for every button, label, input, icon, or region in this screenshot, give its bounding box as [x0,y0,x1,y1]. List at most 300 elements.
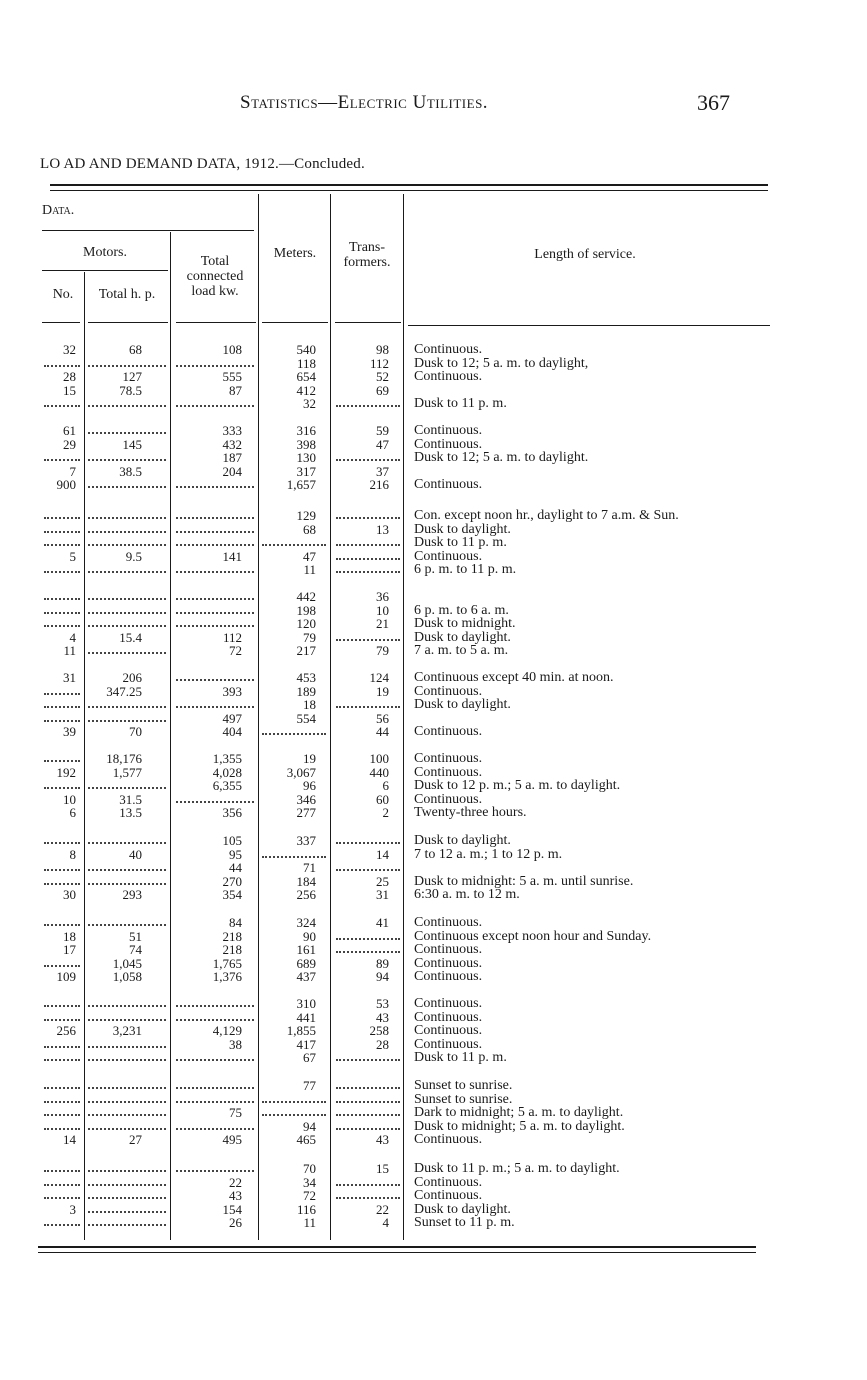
cell-service: Continuous. [414,764,483,780]
cell-load: 218 [222,942,242,957]
cell-service: Continuous. [414,791,483,807]
cell-service: Continuous. [414,683,483,699]
cell-service: Continuous. [414,369,483,384]
cell-service: Dusk to daylight. [414,697,511,712]
dot-leader [88,1059,166,1061]
cell-hp: 9.5 [125,548,142,564]
cell-meters: 18 [303,697,316,712]
cell-load: 38 [229,1036,242,1052]
cell-service: Continuous. [414,1188,483,1203]
cell-no: 10 [63,791,76,807]
header-motors: Motors. [83,245,127,260]
cell-no: 6 [69,805,76,820]
dot-leader [44,571,80,573]
dot-leader [176,625,254,627]
dot-leader [176,571,254,573]
cell-service: Continuous except noon hour and Sunday. [414,928,652,944]
cell-meters: 337 [296,833,316,848]
cell-hp: 1,577 [112,764,142,780]
cell-no: 14 [63,1132,76,1147]
cell-trans: 79 [376,643,389,658]
dot-leader [44,544,80,546]
cell-trans: 112 [369,355,389,371]
dot-leader [336,951,400,953]
cell-service: Dusk to 11 p. m. [414,396,507,411]
col-rule-1 [84,272,85,1240]
page-number: 367 [697,90,730,115]
cell-service: Continuous. [414,942,483,957]
dot-leader [44,1019,80,1021]
dot-leader [44,1128,80,1130]
cell-load: 1,376 [212,969,242,984]
cell-service: Con. except noon hr., daylight to 7 a.m. & Sun. [414,508,679,523]
cell-load: 4,028 [212,764,242,780]
dot-leader [88,405,166,407]
cell-no: 900 [56,477,76,492]
dot-leader [44,1184,80,1186]
dot-leader [176,1170,254,1172]
cell-meters: 96 [303,778,316,793]
cell-service: Continuous. [414,955,483,971]
cell-meters: 118 [296,355,316,371]
cell-hp: 13.5 [119,805,142,820]
cell-service: Dusk to 11 p. m. [414,1050,507,1065]
cell-trans: 56 [376,710,389,726]
bottom-rule [38,1246,756,1248]
header-bottom-rule-service [408,325,770,326]
cell-trans: 59 [376,423,389,438]
dot-leader [44,1101,80,1103]
cell-no: 15 [63,382,76,398]
cell-meters: 346 [296,791,316,807]
dot-leader [88,486,166,488]
cell-no: 8 [69,846,76,862]
dot-leader [88,365,166,367]
cell-service: Continuous. [414,1174,483,1190]
dot-leader [88,652,166,654]
dot-leader [336,517,400,519]
dot-leader [336,639,400,641]
cell-meters: 189 [296,683,316,699]
cell-meters: 11 [303,1215,316,1230]
cell-meters: 417 [296,1036,316,1052]
cell-trans: 22 [376,1201,389,1217]
cell-service: Dusk to daylight. [414,629,511,645]
running-head-title: Statistics—Electric Utilities. [240,92,489,113]
dot-leader [176,706,254,708]
dot-leader [336,1197,400,1199]
dot-leader [336,544,400,546]
header-total-hp: Total h. p. [98,287,156,302]
cell-hp: 27 [129,1132,142,1147]
cell-trans: 440 [369,764,389,780]
dot-leader [88,1114,166,1116]
cell-meters: 398 [296,436,316,452]
dot-leader [44,706,80,708]
top-rule-2 [50,190,768,191]
dot-leader [176,1101,254,1103]
dot-leader [44,625,80,627]
dot-leader [336,1059,400,1061]
dot-leader [88,842,166,844]
cell-load: 1,765 [212,955,242,971]
cell-meters: 654 [296,369,316,384]
cell-service: Sunset to sunrise. [414,1091,513,1107]
cell-service: Sunset to sunrise. [414,1078,513,1093]
cell-service: Dusk to 11 p. m.; 5 a. m. to daylight. [414,1161,620,1176]
cell-service: Dusk to midnight. [414,616,516,631]
dot-leader [336,459,400,461]
top-rule [50,184,768,186]
header-bottom-rule-no [42,322,80,323]
cell-load: 404 [222,724,242,739]
cell-load: 72 [229,643,242,658]
dot-leader [88,1046,166,1048]
cell-service: Dusk to midnight: 5 a. m. until sunrise. [414,873,634,889]
cell-service: Continuous. [414,915,483,930]
cell-trans: 25 [376,873,389,889]
cell-meters: 19 [303,751,316,766]
cell-service: Continuous. [414,751,483,766]
dot-leader [176,1059,254,1061]
dot-leader [44,1005,80,1007]
cell-service: Dusk to daylight. [414,833,511,848]
cell-hp: 1,045 [112,955,142,971]
cell-meters: 1,657 [286,477,316,492]
cell-load: 270 [222,873,242,889]
dot-leader [44,1114,80,1116]
cell-meters: 316 [296,423,316,438]
cell-service: Continuous. [414,996,483,1011]
dot-leader [44,1170,80,1172]
dot-leader [44,965,80,967]
dot-leader [262,544,326,546]
cell-meters: 68 [303,521,316,537]
cell-trans: 19 [376,683,389,699]
header-bottom-rule-trans [335,322,401,323]
cell-load: 1,355 [212,751,242,766]
cell-service: 7 to 12 a. m.; 1 to 12 p. m. [414,846,563,862]
cell-trans: 28 [376,1036,389,1052]
dot-leader [88,1211,166,1213]
dot-leader [88,787,166,789]
cell-hp: 145 [122,436,142,452]
dot-leader [176,801,254,803]
cell-meters: 130 [296,450,316,465]
dot-leader [88,432,166,434]
cell-load: 356 [222,805,242,820]
dot-leader [44,693,80,695]
cell-load: 432 [222,436,242,452]
cell-hp: 3,231 [112,1023,142,1038]
dot-leader [176,544,254,546]
cell-meters: 198 [296,602,316,618]
cell-no: 39 [63,724,76,739]
cell-load: 141 [222,548,242,564]
dot-leader [44,883,80,885]
dot-leader [44,405,80,407]
dot-leader [44,1224,80,1226]
cell-load: 495 [222,1132,242,1147]
cell-trans: 98 [376,342,389,357]
cell-no: 31 [63,670,76,685]
col-rule-5 [403,194,404,1240]
cell-meters: 465 [296,1132,316,1147]
bottom-rule-2 [38,1252,756,1253]
header-motors-rule [42,270,168,271]
cell-meters: 47 [303,548,316,564]
dot-leader [44,612,80,614]
cell-load: 75 [229,1105,242,1120]
cell-load: 187 [222,450,242,465]
dot-leader [176,517,254,519]
cell-hp: 1,058 [112,969,142,984]
cell-hp: 15.4 [119,629,142,645]
cell-no: 7 [69,463,76,479]
cell-no: 61 [63,423,76,438]
dot-leader [88,531,166,533]
cell-service: Dusk to daylight. [414,1201,511,1217]
cell-trans: 258 [369,1023,389,1038]
cell-no: 28 [63,369,76,384]
cell-trans: 60 [376,791,389,807]
dot-leader [88,517,166,519]
cell-service: Continuous. [414,436,483,452]
cell-trans: 41 [376,915,389,930]
dot-leader [44,787,80,789]
dot-leader [88,869,166,871]
cell-no: 109 [56,969,76,984]
cell-meters: 120 [296,616,316,631]
cell-load: 218 [222,928,242,944]
dot-leader [176,1128,254,1130]
dot-leader [336,938,400,940]
dot-leader [336,869,400,871]
cell-meters: 3,067 [286,764,316,780]
cell-hp: 347.25 [106,683,142,699]
cell-service: 6 p. m. to 11 p. m. [414,562,517,577]
dot-leader [44,842,80,844]
header-total-load: Total connected load kw. [186,254,244,299]
cell-hp: 31.5 [119,791,142,807]
cell-service: Dusk to midnight; 5 a. m. to daylight. [414,1118,625,1134]
cell-hp: 40 [129,846,142,862]
dot-leader [44,531,80,533]
dot-leader [44,1087,80,1089]
dot-leader [176,531,254,533]
cell-trans: 44 [376,724,389,739]
dot-leader [336,1114,400,1116]
cell-no: 17 [63,942,76,957]
dot-leader [336,1087,400,1089]
dot-leader [44,924,80,926]
dot-leader [176,1005,254,1007]
cell-service: Dusk to 12; 5 a. m. to daylight. [414,450,589,465]
col-rule-2 [170,232,171,1240]
cell-meters: 90 [303,928,316,944]
dot-leader [88,571,166,573]
cell-trans: 53 [376,996,389,1011]
cell-meters: 77 [303,1078,316,1093]
cell-meters: 689 [296,955,316,971]
cell-service: Sunset to 11 p. m. [414,1215,515,1230]
dot-leader [88,1128,166,1130]
cell-service: 6:30 a. m. to 12 m. [414,887,520,902]
cell-meters: 217 [296,643,316,658]
cell-hp: 74 [129,942,142,957]
cell-load: 6,355 [212,778,242,793]
dot-leader [336,842,400,844]
dot-leader [44,1059,80,1061]
cell-service: Twenty-three hours. [414,805,527,820]
cell-meters: 441 [296,1009,316,1025]
header-data-rule [42,230,254,231]
dot-leader [44,517,80,519]
cell-no: 11 [63,643,76,658]
dot-leader [176,1087,254,1089]
cell-service: Continuous. [414,1036,483,1052]
cell-service: Continuous. [414,1132,483,1147]
cell-no: 4 [69,629,76,645]
cell-service: Continuous. [414,969,483,984]
cell-no: 29 [63,436,76,452]
dot-leader [176,486,254,488]
cell-trans: 52 [376,369,389,384]
dot-leader [262,1101,326,1103]
cell-trans: 2 [382,805,389,820]
dot-leader [176,598,254,600]
cell-meters: 161 [296,942,316,957]
dot-leader [336,1184,400,1186]
cell-load: 4,129 [212,1023,242,1038]
cell-service: Dusk to daylight. [414,521,511,537]
cell-meters: 94 [303,1118,316,1134]
cell-trans: 13 [376,521,389,537]
dot-leader [44,1046,80,1048]
dot-leader [44,720,80,722]
dot-leader [88,1087,166,1089]
dot-leader [88,598,166,600]
cell-load: 204 [222,463,242,479]
cell-trans: 69 [376,382,389,398]
header-data: Data. [42,203,75,218]
dot-leader [88,459,166,461]
dot-leader [44,459,80,461]
dot-leader [336,706,400,708]
cell-service: Continuous. [414,1023,483,1038]
header-bottom-rule-load [176,322,256,323]
cell-meters: 324 [296,915,316,930]
cell-hp: 70 [129,724,142,739]
dot-leader [44,598,80,600]
header-bottom-rule-meters [262,322,328,323]
cell-load: 95 [229,846,242,862]
dot-leader [88,706,166,708]
dot-leader [44,1197,80,1199]
cell-meters: 540 [296,342,316,357]
cell-load: 44 [229,860,242,875]
header-bottom-rule-hp [88,322,168,323]
cell-service: Dusk to 11 p. m. [414,535,507,550]
cell-service: Continuous. [414,548,483,564]
dot-leader [88,1184,166,1186]
dot-leader [88,544,166,546]
cell-meters: 453 [296,670,316,685]
col-rule-3 [258,194,259,1240]
cell-hp: 78.5 [119,382,142,398]
cell-meters: 67 [303,1050,316,1065]
col-rule-4 [330,194,331,1240]
cell-hp: 206 [122,670,142,685]
cell-meters: 277 [296,805,316,820]
cell-load: 84 [229,915,242,930]
cell-meters: 317 [296,463,316,479]
cell-no: 192 [56,764,76,780]
cell-trans: 31 [376,887,389,902]
cell-meters: 442 [296,589,316,604]
cell-trans: 43 [376,1132,389,1147]
cell-service: Continuous. [414,342,483,357]
cell-trans: 100 [369,751,389,766]
cell-hp: 18,176 [106,751,142,766]
cell-load: 497 [222,710,242,726]
cell-service: Dark to midnight; 5 a. m. to daylight. [414,1105,624,1120]
dot-leader [176,612,254,614]
cell-meters: 412 [296,382,316,398]
dot-leader [336,1101,400,1103]
dot-leader [336,558,400,560]
dot-leader [176,1019,254,1021]
cell-load: 43 [229,1188,242,1203]
dot-leader [262,1114,326,1116]
header-length-of-service: Length of service. [534,247,636,262]
cell-trans: 216 [369,477,389,492]
dot-leader [88,720,166,722]
cell-trans: 15 [376,1161,389,1176]
cell-load: 555 [222,369,242,384]
cell-trans: 47 [376,436,389,452]
cell-meters: 256 [296,887,316,902]
cell-service: Continuous except 40 min. at noon. [414,670,614,685]
cell-meters: 32 [303,396,316,411]
dot-leader [262,856,326,858]
header-meters: Meters. [273,246,317,261]
cell-load: 154 [222,1201,242,1217]
cell-hp: 51 [129,928,142,944]
cell-meters: 72 [303,1188,316,1203]
dot-leader [88,625,166,627]
dot-leader [176,405,254,407]
cell-meters: 184 [296,873,316,889]
cell-meters: 310 [296,996,316,1011]
cell-service: Continuous. [414,1009,483,1025]
cell-trans: 37 [376,463,389,479]
cell-no: 30 [63,887,76,902]
dot-leader [44,869,80,871]
cell-meters: 79 [303,629,316,645]
dot-leader [88,1224,166,1226]
cell-meters: 129 [296,508,316,523]
cell-service: Continuous. [414,724,483,739]
cell-load: 354 [222,887,242,902]
cell-trans: 6 [382,778,389,793]
cell-load: 87 [229,382,242,398]
dot-leader [88,1170,166,1172]
cell-load: 22 [229,1174,242,1190]
cell-load: 393 [222,683,242,699]
cell-trans: 43 [376,1009,389,1025]
cell-trans: 89 [376,955,389,971]
